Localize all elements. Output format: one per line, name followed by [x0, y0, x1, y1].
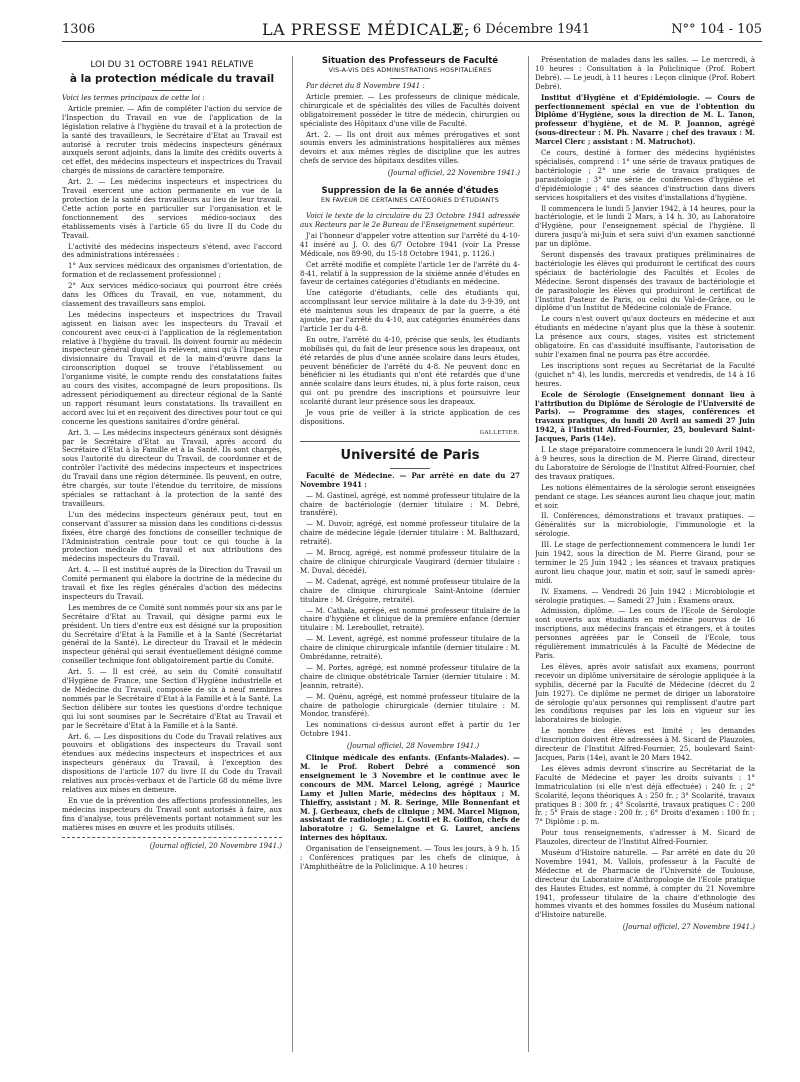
- paragraph: L'activité des médecins inspecteurs s'étend, avec l'accord des administrations intéressées :: [62, 242, 282, 260]
- paragraph: Faculté de Médecine. — Par arrêté en date du 27 Novembre 1941 :: [300, 470, 520, 489]
- divider: [390, 468, 430, 469]
- circular-intro: Voici le texte de la circulaire du 23 Octobre 1941 adressée aux Recteurs par le 2e Bureau de l'Enseignement supérieur.: [300, 212, 520, 229]
- paragraph: Je vous prie de veiller à la stricte application de ces dispositions.: [300, 409, 520, 426]
- issue-date: 3 - 6 Décembre 1941: [452, 22, 591, 37]
- law-source: (Journal officiel, 20 Novembre 1941.): [149, 841, 282, 850]
- university-heading: Université de Paris: [340, 447, 480, 463]
- paragraph: — M. Cadenat, agrégé, est nommé professeur titulaire de la chaire de clinique chirurgicale Saint-Antoine (dernier titulaire : M. Grégoire, retraité).: [300, 577, 520, 604]
- paragraph: Les membres de ce Comité sont nommés pour six ans par le Secrétaire d'Etat au Travail, qui désigne parmi eux le président. Un tiers d'entre eux est désigné sur la proposition du Secrétaire d'Etat à la Famille et à la Santé (Secrétariat général de la Santé). Le directeur du Travail et le médecin inspecteur général qui serait éventuellement désigné comme conseiller technique font obligatoirement partie du Comité.: [62, 603, 282, 666]
- notices-body: [535, 56, 755, 920]
- paragraph: II. Conférences, démonstrations et travaux pratiques. — Généralités sur la microbiologie, l'immunologie et la sérologie.: [535, 512, 755, 539]
- divider: [300, 441, 520, 442]
- paragraph: Art. 5. — Il est créé, au sein du Comité consultatif d'Hygiène de France, une Section d'Hygiène industrielle et de Médecine du Travail, composée de six à neuf membres nommés par le Secrétaire d'Etat à la Famille et à la Santé. La Section délibère sur toutes les questions d'ordre technique qui lui sont soumises par le Secrétaire d'Etat au Travail et par le Secrétaire d'Etat à la Famille et à la Santé.: [62, 668, 282, 730]
- header-rule: [62, 41, 762, 42]
- paragraph: Institut d'Hygiène et d'Epidémiologie. — Cours de perfectionnement spécial en vue de l'obtention du Diplôme d'Hygiène, sous la direction de M. L. Tanon, professeur d'hygiène, et de M. P. Joannon, agrégé (sous-directeur : M. Ph. Navarre ; chef des travaux : M. Marcel Clerc ; assistant : M. Matruchot).: [535, 92, 755, 147]
- paragraph: En vue de la prévention des affections professionnelles, les médecins inspecteurs du Travail sont autorisés à faire, aux fins d'analyse, tous prélèvements portant notamment sur les matières mises en œuvre et les produits utilisés.: [62, 796, 282, 832]
- decree-body: [300, 93, 520, 166]
- section-subtitle: EN FAVEUR DE CERTAINES CATÉGORIES D'ÉTUDIANTS: [321, 197, 499, 205]
- paragraph: Art. 3. — Les médecins inspecteurs généraux sont désignés par le Secrétaire d'Etat au Travail, après accord du Secrétaire d'Etat à la Famille et à la Santé. Ils sont chargés, sous l'autorité du directeur du Travail, de coordonner et de contrôler l'activité des médecins inspecteurs et inspectrices du Travail dans une région déterminée. Ils peuvent, en outre, être chargés, sur toute l'étendue du territoire, de missions spéciales se rattachant à la protection de la santé des travailleurs.: [62, 428, 282, 508]
- paragraph: Article premier. — Les professeurs de clinique médicale, chirurgicale et de spécialités des villes de Facultés doivent obligatoirement posséder le titre de médecin, chirurgien ou spécialiste des Hôpitaux d'une ville de Faculté.: [300, 92, 520, 128]
- divider: [152, 90, 192, 91]
- clinic-notice: [300, 754, 520, 872]
- divider: [62, 837, 282, 838]
- paragraph: L'un des médecins inspecteurs généraux peut, tout en conservant d'assurer sa mission dans les conditions ci-dessus fixées, être chargé des fonctions de conseiller technique de l'Administration centrale pour tout ce qui touche à la protection médicale du travail et aux attributions des médecins inspecteurs du Travail.: [62, 510, 282, 564]
- paragraph: IV. Examens. — Vendredi 26 Juin 1942 : Microbiologie et sérologie pratiques. — Samedi 27 Juin : Examens oraux.: [535, 587, 755, 605]
- paragraph: Pour tous renseignements, s'adresser à M. Sicard de Plauzoles, directeur de l'Institut Alfred-Fournier.: [535, 829, 755, 847]
- column-2: [300, 56, 520, 1052]
- paragraph: — M. Brocq, agrégé, est nommé professeur titulaire de la chaire de clinique chirurgicale Vaugirard (dernier titulaire : M. Duval, décédé).: [300, 549, 520, 575]
- paragraph: Art. 2. — Les médecins inspecteurs et inspectrices du Travail exercent une action permanente en vue de la protection de la santé des travailleurs au lieu de leur travail. Cette action porte en particulier sur l'organisation et le fonctionnement des services médico-sociaux des établissements visés à l'article 65 du livre II du Code du Travail.: [62, 178, 282, 240]
- paragraph: I. Le stage préparatoire commencera le lundi 20 Avril 1942, à 9 heures, sous la direction de M. Pierre Girand, directeur du Laboratoire de Sérologie de l'Institut Alfred-Fournier, chef des travaux pratiques.: [535, 446, 755, 481]
- paragraph: Art. 6. — Les dispositions du Code du Travail relatives aux pouvoirs et obligations des inspecteurs du Travail sont étendues aux médecins inspecteurs et inspectrices et aux inspecteurs généraux du Travail, à l'exception des dispositions de l'article 107 du livre II du Code du Travail relatives aux procès-verbaux et de l'article 68 du même livre relatives aux mises en demeure.: [62, 732, 282, 794]
- decree-source: (Journal officiel, 22 Novembre 1941.): [387, 169, 520, 178]
- faculty-appointments: [300, 472, 520, 739]
- paragraph: 1° Aux services médicaux des organismes d'orientation, de formation et de reclassement professionnel ;: [62, 262, 282, 280]
- law-heading: LOI DU 31 OCTOBRE 1941 RELATIVE: [90, 60, 254, 70]
- paragraph: Présentation de malades dans les salles. — Le mercredi, à 10 heures : Consultation à la Policlinique (Prof. Robert Debré). — Le jeudi, à 11 heures : Leçon clinique (Prof. Robert Debré).: [535, 56, 755, 91]
- signature: GALLETIER.: [479, 429, 520, 436]
- appointments-source: (Journal officiel, 28 Novembre 1941.): [346, 742, 480, 751]
- paragraph: Les inscriptions sont reçues au Secrétariat de la Faculté (guichet n° 4), les lundis, mercredis et vendredis, de 14 à 16 heures.: [535, 361, 755, 388]
- paragraph: Une catégorie d'étudiants, celle des étudiants qui, accomplissant leur service militaire à la date du 3-9-39, ont été maintenus sous les drapeaux de par la guerre, a été ajoutée, par l'arrêté du 4-10, aux catégories énumérées dans l'article 1er du 4-8.: [300, 289, 520, 333]
- law-body: [62, 105, 282, 833]
- paragraph: — M. Cathala, agrégé, est nommé professeur titulaire de la chaire d'hygiène et clinique de la première enfance (dernier titulaire : M. Lereboullet, retraité).: [300, 606, 520, 633]
- column-divider: [292, 56, 293, 1052]
- paragraph: Cet arrêté modifie et complète l'article 1er de l'arrêté du 4-8-41, relatif à la suppression de la sixième année d'études en faveur de certaines catégories d'étudiants en médecine.: [300, 260, 520, 287]
- paragraph: Muséum d'Histoire naturelle. — Par arrêté en date du 20 Novembre 1941, M. Vallois, professeur à la Faculté de Médecine et de Pharmacie de l'Université de Toulouse, directeur du Laboratoire d'Anthropologie de l'Ecole pratique des Hautes Etudes, est nommé, à compter du 21 Novembre 1941, professeur titulaire de la chaire d'ethnologie des hommes vivants et des hommes fossiles du Muséum national d'Histoire naturelle.: [535, 849, 755, 920]
- paragraph: J'ai l'honneur d'appeler votre attention sur l'arrêté du 4-10-41 inséré au J. O. des 6/7 Octobre 1941 (voir La Presse Médicale, nos 89-90, du 15-18 Octobre 1941, p. 1126.): [300, 231, 520, 258]
- museum-source: (Journal officiel, 27 Novembre 1941.): [622, 923, 755, 932]
- paragraph: Les nominations ci-dessus auront effet à partir du 1er Octobre 1941.: [300, 721, 520, 739]
- issue-number: N°° 104 - 105: [671, 22, 762, 37]
- paragraph: — M. Gastinel, agrégé, est nommé professeur titulaire de la chaire de bactériologie (dernier titulaire : M. Debré, transféré).: [300, 491, 520, 518]
- journal-title: LA PRESSE MÉDICALE,: [262, 20, 471, 39]
- divider: [390, 208, 430, 209]
- paragraph: Il commencera le lundi 5 Janvier 1942, à 14 heures, pour la bactériologie, et le lundi 2 Mars, à 14 h. 30, au Laboratoire d'Hygiène, pour l'enseignement spécial de l'hygiène. Il durera jusqu'à mi-Juin et sera suivi d'un examen sanctionné par un diplôme.: [535, 204, 755, 249]
- paragraph: Admission, diplôme. — Les cours de l'Ecole de Sérologie sont ouverts aux étudiants en médecine pourvus de 16 inscriptions, aux médecins français et étrangers, et à toutes personnes agréées par le Conseil de l'Ecole, tous régulièrement immatriculés à la Faculté de Médecine de Paris.: [535, 607, 755, 660]
- page-number: 1306: [62, 22, 96, 37]
- circular-body: [300, 232, 520, 427]
- decree-intro: Par décret du 8 Novembre 1941 :: [306, 82, 425, 90]
- paragraph: Les élèves admis devront s'inscrire au Secrétariat de la Faculté de Médecine et payer les droits suivants : 1° Immatriculation (si elle n'est déjà effectuée) : 240 fr. ; 2° Scolarité, leçons théoriques A : 250 fr. ; 3° Scolarité, travaux pratiques B : 300 fr. ; 4° Scolarité, travaux pratiques C : 200 fr. ; 5° Frais de stage : 200 fr. ; 6° Droits d'examen : 100 fr. ; 7° Diplôme : p. m.: [535, 764, 755, 827]
- paragraph: Clinique médicale des enfants. (Enfants-Malades). — M. le Prof. Robert Debré a commencé son enseignement le 3 Novembre et le continue avec le concours de MM. Marcel Lelong, agrégé ; Maurice Lamy et Julien Marie, médecins des hôpitaux ; M. Thieffry, assistant ; M. R. Seringe, Mlle Bonnenfant et M. J. Gerbeaux, chefs de clinique ; MM. Marcel Mignon, assistant de radiologie ; L. Costil et R. Goiffon, chefs de laboratoire ; G. Semelaigne et G. Lauret, anciens internes des hôpitaux.: [300, 753, 520, 843]
- paragraph: — M. Levent, agrégé, est nommé professeur titulaire de la chaire de clinique chirurgicale infantile (dernier titulaire : M. Ombrédanne, retraité).: [300, 635, 520, 662]
- paragraph: Ecole de Sérologie (Enseignement donnant lieu à l'attribution du Diplôme de Sérologie de l'Université de Paris). — Programme des stages, conférences et travaux pratiques, du lundi 20 Avril au samedi 27 Juin 1942, à l'Institut Alfred-Fournier, 25, boulevard Saint-Jacques, Paris (14e).: [535, 389, 755, 444]
- paragraph: Le nombre des élèves est limité ; les demandes d'inscription doivent être adressées à M. Sicard de Plauzoles, directeur de l'Institut Alfred-Fournier, 25, boulevard Saint-Jacques, Paris (14e), avant le 20 Mars 1942.: [535, 727, 755, 762]
- paragraph: Art. 2. — Ils ont droit aux mêmes prérogatives et sont soumis envers les administrations hospitalières aux mêmes devoirs et aux mêmes règles de discipline que les autres chefs de service des hôpitaux desdites villes.: [300, 130, 520, 166]
- section-title: Situation des Professeurs de Faculté: [321, 56, 499, 66]
- paragraph: — M. Duvoir, agrégé, est nommé professeur titulaire de la chaire de médecine légale (dernier titulaire : M. Balthazard, retraité).: [300, 520, 520, 547]
- page-header: [62, 20, 762, 40]
- paragraph: Les élèves, après avoir satisfait aux examens, pourront recevoir un diplôme universitaire de sérologie appliquée à la syphilis, décerné par la Faculté de Médecine (décret du 2 Juin 1927). Ce diplôme ne permet de diriger un laboratoire de sérologie qu'aux personnes qui remplissent d'autre part les conditions requises par les lois en vigueur sur les laboratoires de biologie.: [535, 662, 755, 725]
- column-3: [535, 56, 755, 1052]
- paragraph: — M. Portes, agrégé, est nommé professeur titulaire de la chaire de clinique obstétricale Tarnier (dernier titulaire : M. Jeannin, retraité).: [300, 663, 520, 690]
- paragraph: III. Le stage de perfectionnement commencera le lundi 1er Juin 1942, sous la direction de M. Pierre Girand, pour se terminer le 25 Juin 1942 ; les séances et travaux pratiques auront lieu chaque jour, matin et soir, sauf le samedi après-midi.: [535, 541, 755, 585]
- paragraph: En outre, l'arrêté du 4-10, précise que seuls, les étudiants mobilisés qui, du fait de leur présence sous les drapeaux, ont été retardés de plus d'une année scolaire dans leurs études, peuvent bénéficier de l'arrêté du 4-8. Ne peuvent donc en bénéficier ni les étudiants qui n'ont été retardés que d'une année scolaire dans leurs études, ni, à plus forte raison, ceux qui ont pu prendre des inscriptions et poursuivre leur scolarité durant leur présence sous les drapeaux.: [300, 335, 520, 407]
- divider: [390, 78, 430, 79]
- paragraph: Art. 4. — Il est institué auprès de la Direction du Travail un Comité permanent qui élabore la doctrine de la médecine du travail et fixe les règles générales d'action des médecins inspecteurs du Travail.: [62, 566, 282, 601]
- paragraph: Ce cours, destiné à former des médecins hygiénistes spécialisés, comprend : 1° une série de travaux pratiques de bactériologie ; 2° une série de travaux pratiques de parasitologie ; 3° une série de conférences d'hygiène et d'épidémiologie ; 4° des séances d'instruction dans divers services hospitaliers et des visites d'installations d'hygiène.: [535, 149, 755, 202]
- law-intro: Voici les termes principaux de cette loi :: [62, 94, 205, 102]
- column-1: [62, 56, 282, 1052]
- paragraph: Les notions élémentaires de la sérologie seront enseignées pendant ce stage. Les séances auront lieu chaque jour, matin et soir.: [535, 483, 755, 510]
- paragraph: Le cours n'est ouvert qu'aux docteurs en médecine et aux étudiants en médecine n'ayant plus que la thèse à soutenir. La présence aux cours, stages, visites est strictement obligatoire. En cas d'assiduité insuffisante, l'autorisation de subir l'examen final ne pourra pas être accordée.: [535, 315, 755, 359]
- column-divider: [528, 56, 529, 1052]
- paragraph: Seront dispensés des travaux pratiques préliminaires de bactériologie les élèves qui produiront le certificat des cours spéciaux de bactériologie des Facultés et Ecoles de Médecine. Seront dispensés des travaux de bactériologie et de parasitologie les élèves qui produiront le certificat de l'Institut Pasteur de Paris, ou celui du Val-de-Grâce, ou le diplôme d'un Institut de Médecine coloniale de France.: [535, 251, 755, 313]
- paragraph: Article premier. — Afin de compléter l'action du service de l'Inspection du Travail en vue de l'application de la législation relative à l'hygiène du travail et à la protection de la santé des travailleurs, le Secrétaire d'Etat au Travail est autorisé à recruter trois médecins inspecteurs généraux auxquels seront adjoints, dans la limite des crédits ouverts à cet effet, des médecins inspecteurs et inspectrices du Travail chargés de missions de caractère temporaire.: [62, 104, 282, 176]
- paragraph: 2° Aux services médico-sociaux qui pourront être créés dans les Offices du Travail, en vue, notamment, du classement des travailleurs sans emploi.: [62, 282, 282, 308]
- paragraph: Organisation de l'enseignement. — Tous les jours, à 9 h. 15 : Conférences pratiques par les chefs de clinique, à l'Amphithéâtre de la Policlinique. A 10 heures :: [300, 845, 520, 871]
- paragraph: — M. Quénu, agrégé, est nommé professeur titulaire de la chaire de pathologie chirurgicale (dernier titulaire : M. Mondor, transféré).: [300, 692, 520, 719]
- section-subtitle: VIS-A-VIS DES ADMINISTRATIONS HOSPITALIÈRES: [328, 67, 492, 74]
- law-title: à la protection médicale du travail: [69, 73, 275, 85]
- section-title: Suppression de la 6e année d'études: [321, 186, 499, 197]
- paragraph: Les médecins inspecteurs et inspectrices du Travail agissent en liaison avec les inspecteurs du Travail et concourent avec ceux-ci à l'application de la réglementation relative à l'hygiène du travail. Ils doivent fournir au médecin inspecteur général duquel ils relèvent, ainsi qu'à l'Inspecteur divisionnaire du Travail et de la main-d'œuvre dans la circonscription duquel se trouve l'établissement ou l'organisme visité, le compte rendu des constatations faites au cours des visites, accompagné de leurs propositions. Ils adressent périodiquement au directeur régional de la Santé un rapport résumant leurs constatations. Ils travaillent en accord avec lui et en reçoivent des directives pour tout ce qui concerne les questions sanitaires d'ordre général.: [62, 310, 282, 426]
